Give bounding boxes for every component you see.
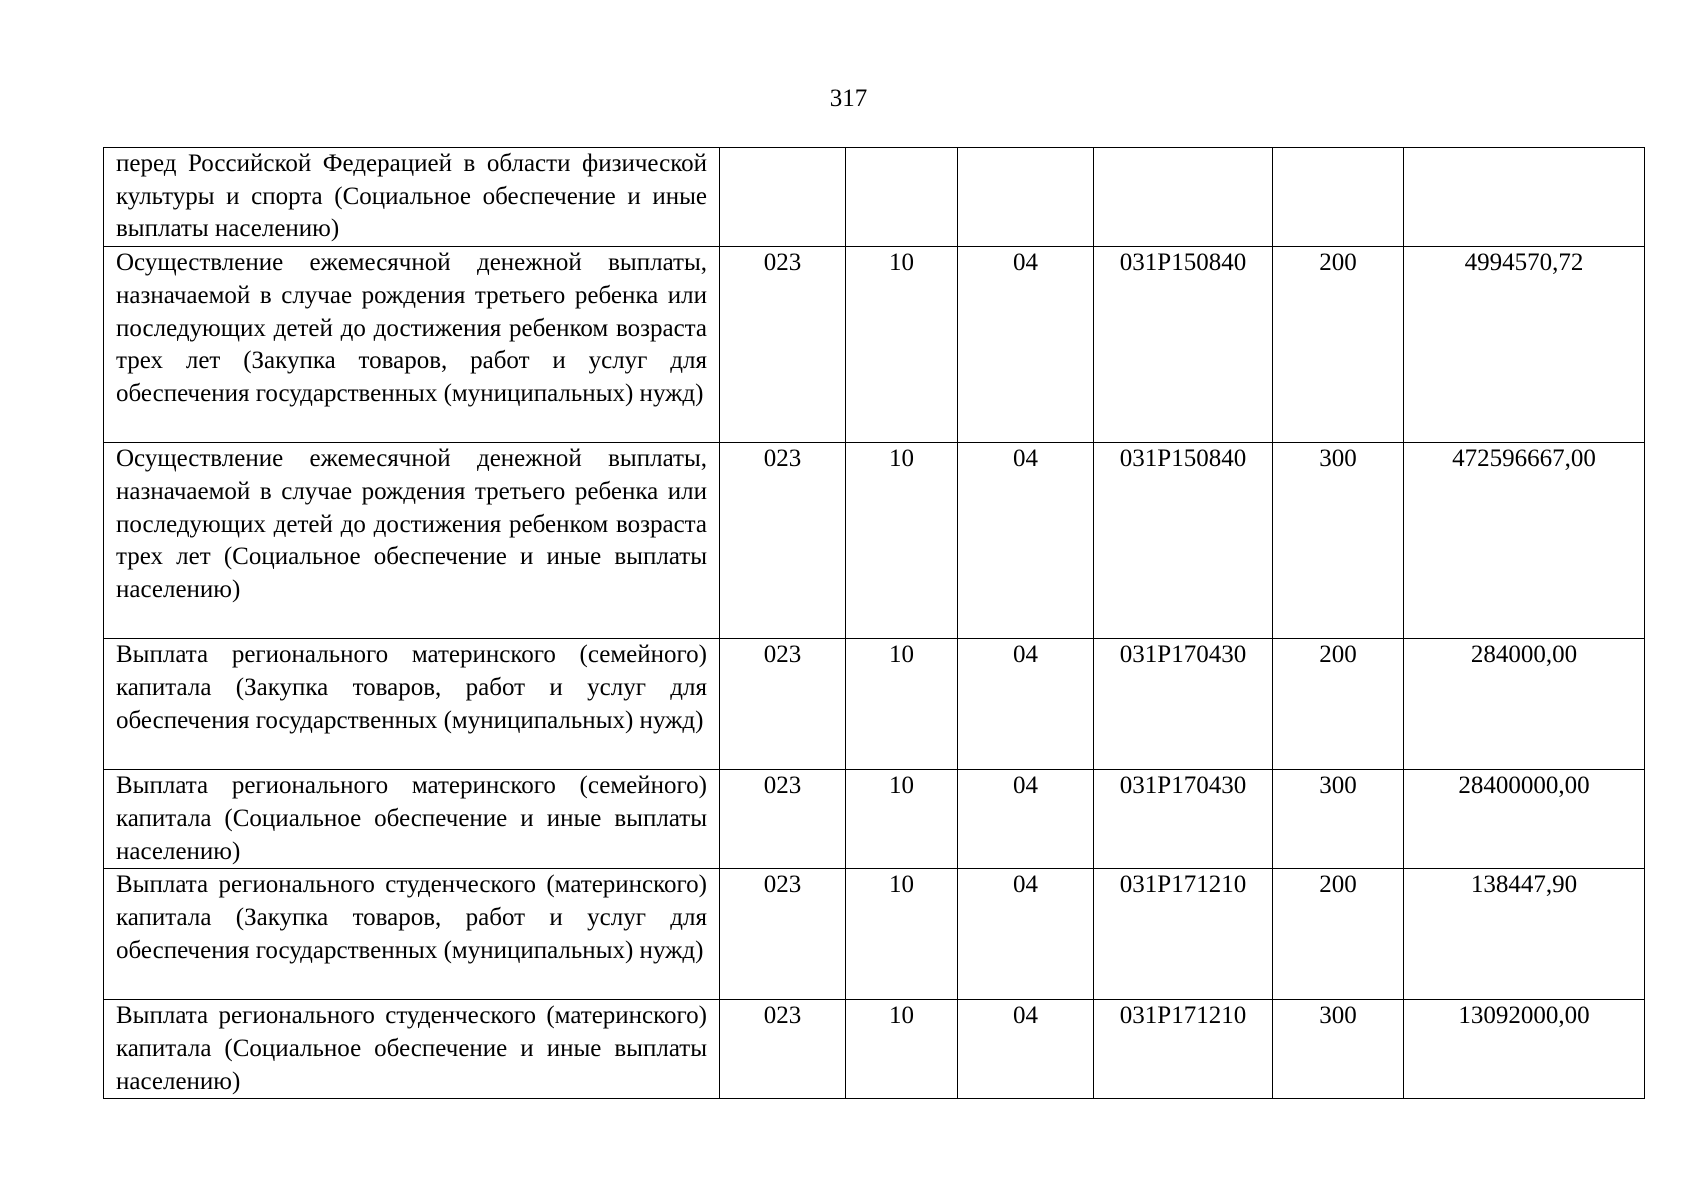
subsection-code: 04	[958, 1000, 1094, 1099]
ministry-code: 023	[720, 247, 846, 443]
ministry-code: 023	[720, 639, 846, 770]
expense-type-code	[1273, 148, 1404, 247]
target-article-code	[1094, 148, 1273, 247]
budget-table	[103, 147, 1645, 1099]
section-code: 10	[846, 639, 958, 770]
expense-type-code: 300	[1273, 443, 1404, 639]
expense-type-code: 200	[1273, 247, 1404, 443]
subsection-code: 04	[958, 770, 1094, 869]
subsection-code	[958, 148, 1094, 247]
ministry-code: 023	[720, 1000, 846, 1099]
table-row	[104, 1000, 1645, 1099]
subsection-code: 04	[958, 247, 1094, 443]
section-code	[846, 148, 958, 247]
ministry-code: 023	[720, 770, 846, 869]
table-row	[104, 247, 1645, 443]
table-row	[104, 869, 1645, 1000]
section-code: 10	[846, 869, 958, 1000]
expense-description: Выплата регионального студенческого (материнского) капитала (Закупка товаров, работ и услуг для обеспечения государственных (муниципальных) нужд)	[104, 869, 720, 1000]
expense-description: перед Российской Федерацией в области физической культуры и спорта (Социальное обеспечение и иные выплаты населению)	[104, 148, 720, 247]
expense-description: Осуществление ежемесячной денежной выплаты, назначаемой в случае рождения третьего ребенка или последующих детей до достижения ребенком возраста трех лет (Социальное обеспечение и иные выплаты населению)	[104, 443, 720, 639]
page-number: 317	[829, 85, 868, 112]
table-row	[104, 443, 1645, 639]
target-article-code: 031P171210	[1094, 869, 1273, 1000]
section-code: 10	[846, 443, 958, 639]
subsection-code: 04	[958, 639, 1094, 770]
section-code: 10	[846, 770, 958, 869]
expense-description: Выплата регионального материнского (семейного) капитала (Социальное обеспечение и иные выплаты населению)	[104, 770, 720, 869]
ministry-code: 023	[720, 443, 846, 639]
target-article-code: 031P150840	[1094, 443, 1273, 639]
ministry-code	[720, 148, 846, 247]
amount: 284000,00	[1404, 639, 1645, 770]
expense-type-code: 300	[1273, 1000, 1404, 1099]
section-code: 10	[846, 1000, 958, 1099]
subsection-code: 04	[958, 869, 1094, 1000]
expense-type-code: 200	[1273, 869, 1404, 1000]
table-row	[104, 639, 1645, 770]
expense-type-code: 300	[1273, 770, 1404, 869]
amount	[1404, 148, 1645, 247]
amount: 4994570,72	[1404, 247, 1645, 443]
target-article-code: 031P150840	[1094, 247, 1273, 443]
expense-description: Выплата регионального студенческого (материнского) капитала (Социальное обеспечение и иные выплаты населению)	[104, 1000, 720, 1099]
expense-description: Выплата регионального материнского (семейного) капитала (Закупка товаров, работ и услуг для обеспечения государственных (муниципальных) нужд)	[104, 639, 720, 770]
table-row	[104, 148, 1645, 247]
expense-description: Осуществление ежемесячной денежной выплаты, назначаемой в случае рождения третьего ребенка или последующих детей до достижения ребенком возраста трех лет (Закупка товаров, работ и услуг для обеспечения государственных (муниципальных) нужд)	[104, 247, 720, 443]
amount: 13092000,00	[1404, 1000, 1645, 1099]
target-article-code: 031P170430	[1094, 639, 1273, 770]
amount: 138447,90	[1404, 869, 1645, 1000]
target-article-code: 031P170430	[1094, 770, 1273, 869]
ministry-code: 023	[720, 869, 846, 1000]
amount: 472596667,00	[1404, 443, 1645, 639]
amount: 28400000,00	[1404, 770, 1645, 869]
target-article-code: 031P171210	[1094, 1000, 1273, 1099]
table-row	[104, 770, 1645, 869]
subsection-code: 04	[958, 443, 1094, 639]
section-code: 10	[846, 247, 958, 443]
expense-type-code: 200	[1273, 639, 1404, 770]
